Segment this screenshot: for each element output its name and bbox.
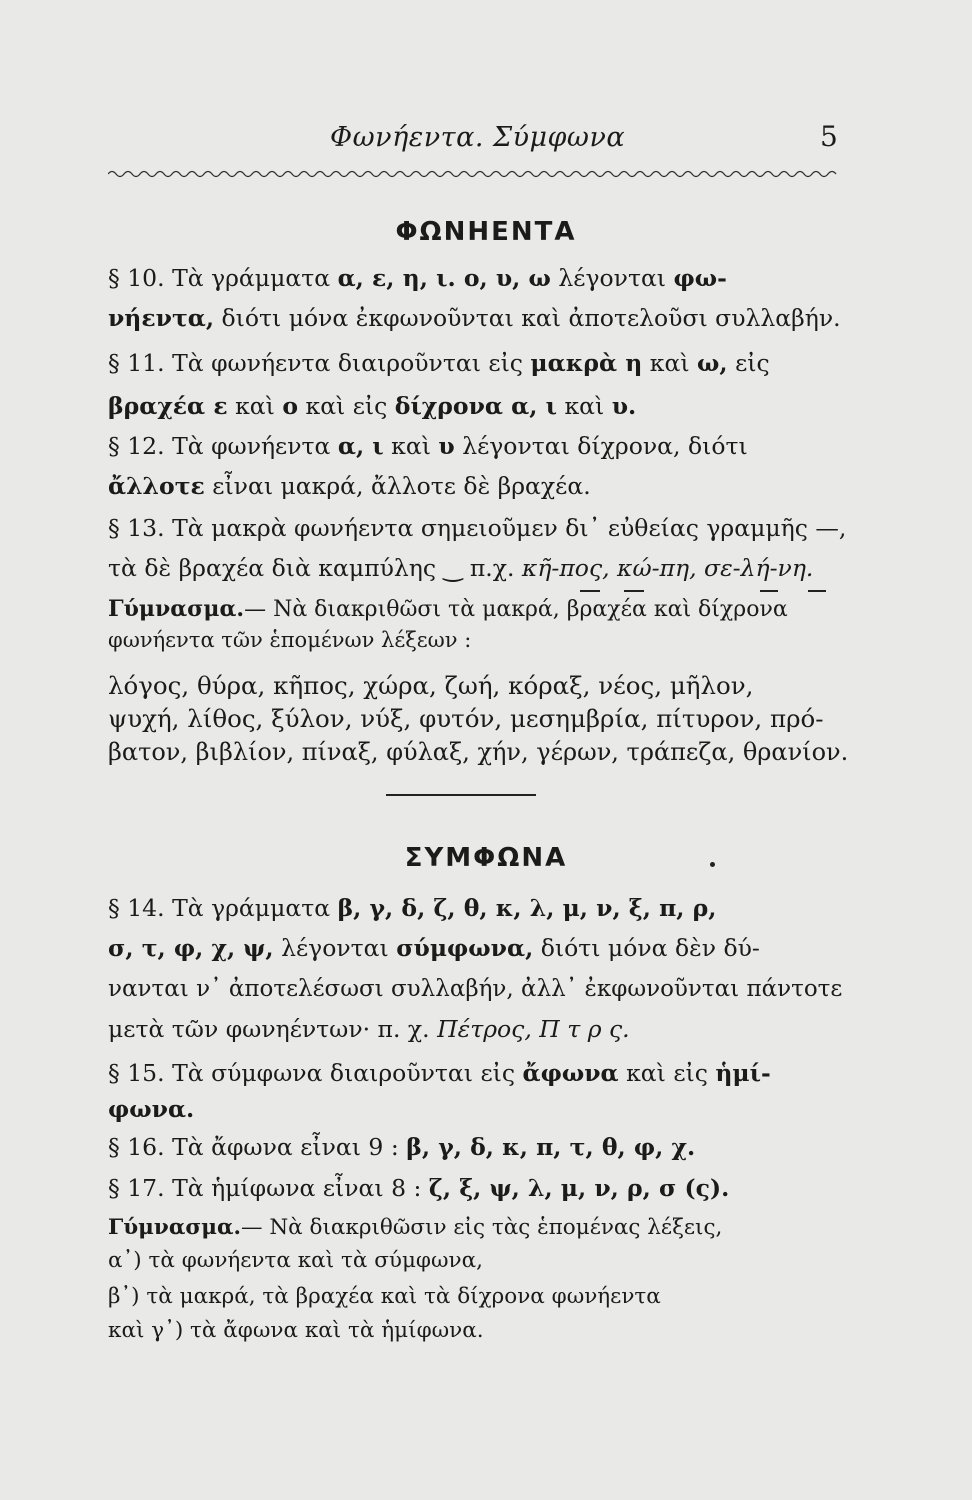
para-11-line-2 (108, 392, 848, 420)
text-span: α᾽) τὰ φωνήεντα καὶ τὰ σύμφωνα, (108, 1248, 483, 1273)
letter-bold: ω, (697, 349, 728, 377)
para-14-line-4 (108, 1015, 848, 1043)
stray-dot (710, 862, 715, 867)
exercise-label: Γύμνασμα. (108, 596, 245, 622)
para-13-line-1 (108, 514, 848, 542)
text-span: § 16. Τὰ ἄφωνα εἶναι 9 : (108, 1133, 407, 1161)
para-15-line-1 (108, 1059, 848, 1087)
text-span: καὶ (556, 392, 612, 420)
text-span: εἰς (727, 349, 770, 377)
para-12-line-1 (108, 432, 848, 460)
term-bold: βραχέα ε (108, 392, 228, 420)
running-head: Φωνήεντα. Σύμφωνα (330, 122, 626, 153)
para-10-line-2 (108, 304, 848, 332)
term-bold: φωνα. (108, 1095, 195, 1123)
para-16 (108, 1133, 848, 1161)
word-list-line-2 (108, 704, 848, 733)
letter-bold: υ (438, 432, 455, 460)
text-span: λέγονται (550, 264, 674, 292)
wavy-rule (108, 168, 838, 180)
letters-bold: α, ε, η, ι. ο, υ, ω (337, 264, 551, 292)
term-bold: σύμφωνα, (396, 934, 534, 962)
text-span: § 13. Τὰ μακρὰ φωνήεντα σημειοῦμεν δι᾽ εὐθείας γραμμῆς —, (108, 514, 847, 542)
text-span: καὶ (383, 432, 439, 460)
text-span: φωνήεντα τῶν ἑπομένων λέξεων : (108, 628, 472, 652)
text-span: — Νὰ διακριθῶσι τὰ μακρά, βραχέα καὶ δίχρονα (244, 597, 788, 622)
text-span: μετὰ τῶν φωνηέντων· π. χ. (108, 1015, 438, 1043)
text-span: § 10. Τὰ γράμματα (108, 264, 338, 292)
text-span: διότι μόνα δὲν δύ- (533, 934, 760, 962)
section-divider (386, 794, 536, 796)
term-bold: δίχρονα α, ι (394, 392, 557, 420)
exercise-2-line-3 (108, 1286, 848, 1308)
letters-bold: α, ι (337, 432, 384, 460)
para-10-line-1 (108, 264, 848, 292)
term-bold: μακρὰ η (530, 349, 643, 377)
text-span: ψυχή, λίθος, ξύλον, νύξ, φυτόν, μεσημβρία, πίτυρον, πρό- (108, 704, 824, 733)
text-span: διότι μόνα ἐκφωνοῦνται καὶ ἀποτελοῦσι συλλαβήν. (214, 304, 841, 332)
para-12-line-2 (108, 472, 848, 500)
text-span: εἶναι μακρά, ἄλλοτε δὲ βραχέα. (204, 472, 591, 500)
text-span: καὶ (642, 349, 698, 377)
para-11-line-1 (108, 349, 848, 377)
page-number: 5 (820, 120, 838, 153)
long-mark (624, 590, 644, 592)
text-span: καὶ εἰς (618, 1059, 716, 1087)
term-bold: φω- (673, 264, 727, 292)
exercise-label: Γύμνασμα. (108, 1215, 241, 1240)
long-mark (760, 590, 778, 592)
term-bold: ἄφωνα (522, 1059, 619, 1087)
word-list-line-3 (108, 740, 848, 764)
exercise-2-line-4 (108, 1320, 848, 1342)
example-italic: Πέτρος, Π τ ρ ς. (437, 1015, 630, 1043)
text-span: — Νὰ διακριθῶσιν εἰς τὰς ἑπομένας λέξεις, (241, 1215, 723, 1240)
letter-bold: υ. (611, 392, 637, 420)
text-span: τὰ δὲ βραχέα διὰ καμπύλης ‿ π.χ. (108, 554, 522, 582)
section-heading-vowels: ΦΩΝΗΕΝΤΑ (395, 217, 577, 247)
text-span: βατον, βιβλίον, πίναξ, φύλαξ, χήν, γέρων, τράπεζα, θρανίον. (108, 738, 849, 766)
term-bold: νήεντα, (108, 304, 215, 332)
long-mark (580, 590, 600, 592)
text-span: καὶ (227, 392, 283, 420)
letters-bold: ζ, ξ, ψ, λ, μ, ν, ρ, σ (ς). (428, 1174, 730, 1202)
text-span: λέγονται (273, 934, 397, 962)
para-14-line-2 (108, 934, 848, 962)
para-14-line-3 (108, 978, 848, 1001)
text-span: καὶ εἰς (298, 392, 395, 420)
para-13-line-2 (108, 554, 848, 582)
long-mark (808, 590, 826, 592)
para-17 (108, 1174, 848, 1202)
letters-bold: β, γ, δ, κ, π, τ, θ, φ, χ. (406, 1133, 696, 1161)
text-span: λέγονται δίχρονα, διότι (454, 432, 748, 460)
text-span: § 15. Τὰ σύμφωνα διαιροῦνται εἰς (108, 1059, 523, 1087)
letters-bold: σ, τ, φ, χ, ψ, (108, 934, 274, 962)
text-span: καὶ γ᾽) τὰ ἄφωνα καὶ τὰ ἡμίφωνα. (108, 1318, 484, 1343)
para-14-line-1 (108, 894, 848, 922)
exercise-2-line-2 (108, 1250, 848, 1272)
word-list-line-1 (108, 671, 848, 700)
term-bold: ἄλλοτε (108, 472, 205, 500)
section-heading-consonants: ΣΥΜΦΩΝΑ (404, 843, 568, 873)
letters-bold: β, γ, δ, ζ, θ, κ, λ, μ, ν, ξ, π, ρ, (337, 894, 717, 922)
text-span: § 11. Τὰ φωνήεντα διαιροῦνται εἰς (108, 349, 531, 377)
text-span: λόγος, θύρα, κῆπος, χώρα, ζωή, κόραξ, νέος, μῆλον, (108, 671, 754, 700)
exercise-2-line-1 (108, 1217, 848, 1239)
text-span: § 12. Τὰ φωνήεντα (108, 432, 338, 460)
text-span: β᾽) τὰ μακρά, τὰ βραχέα καὶ τὰ δίχρονα φωνήεντα (108, 1284, 661, 1309)
text-span: νανται ν᾽ ἀποτελέσωσι συλλαβήν, ἀλλ᾽ ἐκφωνοῦνται πάντοτε (108, 976, 843, 1002)
exercise-1-line-1 (108, 598, 848, 621)
example-italic: κῆ-πος, κώ-πη, σε-λή-νη. (521, 554, 814, 582)
text-span: § 17. Τὰ ἡμίφωνα εἶναι 8 : (108, 1174, 429, 1202)
letter-bold: ο (282, 392, 299, 420)
term-bold: ἡμί- (715, 1059, 771, 1087)
exercise-1-line-2 (108, 630, 848, 651)
text-span: § 14. Τὰ γράμματα (108, 894, 338, 922)
para-15-line-2 (108, 1095, 848, 1123)
